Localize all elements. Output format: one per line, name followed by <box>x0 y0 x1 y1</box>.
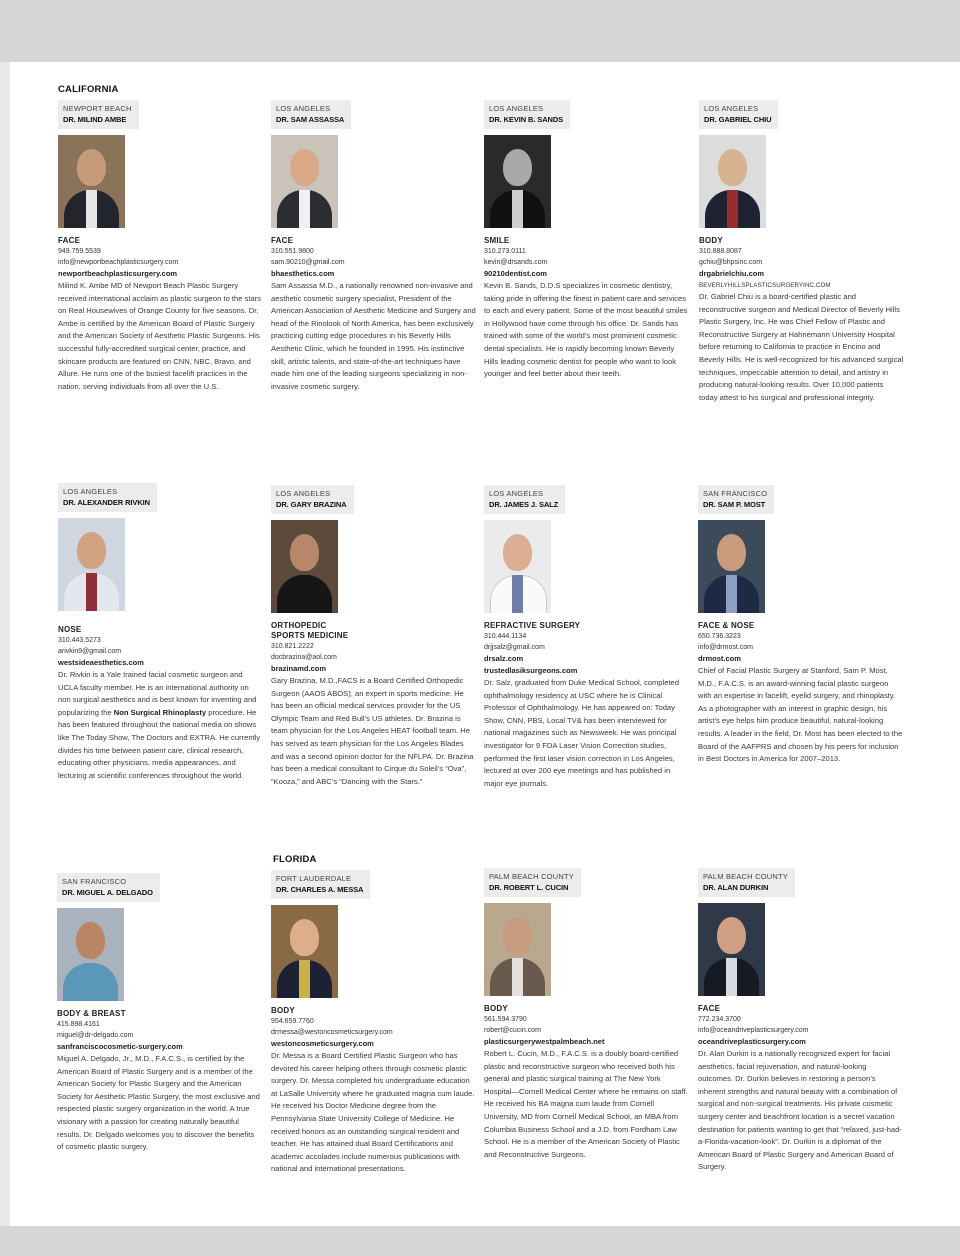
location-tag <box>58 483 157 512</box>
doctor-bio: Dr. Messa is a Board Certified Plastic Surgeon who has devoted his career helping others through cosmetic plastic surgery. Dr. Messa completed his undergraduate education at LaSalle University where he graduated magna cum laude. He received his Doctor Medicine degree from the Pennsylvania State University College of Medicine. He received honors as an outstanding surgical resident and teacher. He has attained dual Board Certifications and academic accolades include numerous publications with national and international presentations. <box>271 1051 475 1174</box>
specialty-label: BODY <box>484 1004 508 1013</box>
city-label: NEWPORT BEACH <box>63 104 132 113</box>
specialty-label: NOSE <box>58 625 82 634</box>
city-label: PALM BEACH COUNTY <box>489 872 574 881</box>
email-link[interactable]: drjjsalz@gmail.com <box>484 644 545 651</box>
email-link[interactable]: docbrazina@aol.com <box>271 654 337 661</box>
location-tag <box>271 100 351 129</box>
phone-number: 415.898.4161 <box>57 1021 100 1028</box>
website-link[interactable]: bhaesthetics.com <box>271 269 335 278</box>
doctor-name: DR. SAM P. MOST <box>703 500 766 509</box>
doctor-bio: Kevin B. Sands, D.D.S specializes in cosmetic dentistry, taking pride in offering the finest in patient care and services to each and every patient. Some of the most beautiful smiles in Hollywood have come through his office. Dr. Sands has trained with some of the world’s most prominent cosmetic dental specialists. He is rapidly becoming known Beverly Hills leading cosmetic dentist for people who want to look younger and feel better about their teeth. <box>484 281 688 379</box>
website-link[interactable]: brazinamd.com <box>271 664 327 673</box>
location-tag <box>58 100 139 129</box>
doctor-bio: Miguel A. Delgado, Jr., M.D., F.A.C.S., is certified by the American Board of Plastic Surgery and is a member of the American Society for Plastic Surgery and the American Society for Aesthetic Plastic Surgery, the most exclusive and respected plastic surgery organization in the world. A true visionary with a passion for creating naturally beautiful results. Dr. Delgado welcomes you to discover the benefits of cosmetic plastic surgery. <box>57 1054 260 1152</box>
phone-number: 310.821.2222 <box>271 643 314 650</box>
doctor-bio: Chief of Facial Plastic Surgery at Stanford, Sam P. Most, M.D., F.A.C.S. is an award-winning facial plastic surgeon with an expertise in facelift, eyelid surgery, and rhinoplasty. As a photographer with an interest in graphic design, his artist’s eye helps him produce beautiful, natural-looking results. A leader in the field, Dr. Most has been elected to the Board of the AAFPRS and chosen by his peers for inclusion in Best Doctors in America for 2007–2013. <box>698 666 903 764</box>
website-link[interactable]: westsideaesthetics.com <box>58 658 144 667</box>
phone-number: 650.736.3223 <box>698 633 741 640</box>
doctor-card-brazina <box>271 485 476 788</box>
email-link[interactable]: info@oceandriveplasticsurgery.com <box>698 1027 809 1034</box>
doctor-name: DR. ALEXANDER RIVKIN <box>63 498 150 507</box>
location-tag <box>698 485 774 514</box>
city-label: LOS ANGELES <box>276 104 331 113</box>
doctor-bio: Dr. Salz, graduated from Duke Medical School, completed ophthalmology residency at USC where he is Clinical Professor of Ophthalmology. He has appeared on: Today Show, CNN, PBS, Local TV& has been interviewed for national magazines such as Newsweek. He was principal investigator for 9 FDA Laser Vision Correction studies, performed the first laser vision correction in Los Angeles, lectured at over 200 eye meetings and has published in major eye journals. <box>484 678 680 788</box>
email-link[interactable]: gchiu@bhpsinc.com <box>699 259 763 266</box>
location-tag <box>484 868 581 897</box>
email-link[interactable]: kevin@drsands.com <box>484 259 548 266</box>
doctor-photo <box>698 903 765 996</box>
phone-number: 310.444.1134 <box>484 633 527 640</box>
bottom-margin-bar <box>0 1226 960 1256</box>
phone-number: 561.594.3790 <box>484 1016 527 1023</box>
specialty-label: FACE <box>58 236 81 245</box>
doctor-bio: Sam Assassa M.D., a nationally renowned non-invasive and aesthetic cosmetic surgery specialist, President of the American Association of Aesthetic Medicine and Surgery and head of the Rinolook of North America, has been exclusively practicing cutting edge procedures in his Beverly Hills Aesthetic Clinic, which he founded in 1995. His instinctive skill, artistic talents, and state-of-the-art techniques have made him one of the leading surgeons specializing in non-invasive cosmetic surgery. <box>271 281 476 391</box>
doctor-card-durkin <box>698 868 903 1174</box>
website-link[interactable]: sanfranciscocosmetic-surgery.com <box>57 1042 183 1051</box>
bio-text: procedure. He has been featured throughout the national media on shows like The Today Show, The Doctors and EXTRA. He currently divides his time between patient care, clinical research, educating other physicians, media appearances, and lecturing at scientific conferences throughout the world. <box>58 707 261 780</box>
doctor-card-rivkin <box>58 483 263 782</box>
state-heading-florida: FLORIDA <box>273 854 317 865</box>
doctor-name: DR. MIGUEL A. DELGADO <box>62 888 153 897</box>
specialty-label: FACE <box>698 1004 721 1013</box>
top-margin-bar <box>0 0 960 62</box>
doctor-card-chiu <box>699 100 904 404</box>
doctor-bio: Dr. Alan Durkin is a nationally recognized expert for facial aesthetics, facial rejuvenation, and natural-looking outcomes. Dr. Durkin believes in restoring a person’s inherent strengths and natural beauty with a combination of surgical and non-surgical treatments. His private cosmetic surgery center and beachfront location is a secret vacation destination for patients wanting to get that “relaxed, just-had-a-Florida-vacation-look”. Dr. Durkin is a diplomat of the American Board of Plastic Surgery and American Board of Surgery. <box>698 1049 902 1172</box>
specialty-label: REFRACTIVE SURGERY <box>484 621 581 630</box>
doctor-photo <box>271 135 338 228</box>
city-label: LOS ANGELES <box>704 104 759 113</box>
email-link[interactable]: robert@cucin.com <box>484 1027 541 1034</box>
city-label: LOS ANGELES <box>63 487 118 496</box>
phone-number: 954.659.7760 <box>271 1018 314 1025</box>
doctor-bio <box>58 669 263 782</box>
doctor-card-assassa <box>271 100 476 393</box>
website-link[interactable]: drgabrielchiu.com <box>699 269 765 278</box>
doctor-photo <box>271 520 338 613</box>
doctor-card-salz <box>484 485 689 790</box>
doctor-name: DR. CHARLES A. MESSA <box>276 885 364 894</box>
bio-highlight: Non Surgical Rhinoplasty <box>113 707 207 717</box>
website-link[interactable]: newportbeachplasticsurgery.com <box>58 269 178 278</box>
website-link-secondary[interactable]: trustedlasiksurgeons.com <box>484 666 578 675</box>
doctor-card-ambe <box>58 100 263 393</box>
doctor-photo <box>484 520 551 613</box>
phone-number: 310.443.5273 <box>58 637 101 644</box>
state-heading-california: CALIFORNIA <box>58 84 119 95</box>
website-link[interactable]: plasticsurgerywestpalmbeach.net <box>484 1037 605 1046</box>
doctor-name: DR. JAMES J. SALZ <box>489 500 559 509</box>
email-link[interactable]: sam.90210@gmail.com <box>271 259 345 266</box>
doctor-bio: Gary Brazina, M.D.,FACS is a Board Certified Orthopedic Surgeon (AAOS ABOS), an expert in sports medicine. He has been an official medical services provider for the US Olympic Team and Red Bull’s US athletes. Dr. Brazina is team physician for the Los Angeles HEAT football team. He has served as team physician for the Los Angeles Blades and was a second opinion doctor for the NFLPA. Dr. Brazina has been a medical consultant to Cirque du Soleil’s “Ova”, “Kooza,” and ABC’s “Dancing with the Stars.” <box>271 676 474 786</box>
doctor-photo <box>699 135 766 228</box>
doctor-photo <box>271 905 338 998</box>
location-tag <box>271 870 370 899</box>
doctor-name: DR. GARY BRAZINA <box>276 500 347 509</box>
doctor-card-sands <box>484 100 689 381</box>
location-tag <box>698 868 795 897</box>
doctor-name: DR. KEVIN B. SANDS <box>489 115 564 124</box>
city-label: FORT LAUDERDALE <box>276 874 352 883</box>
doctor-name: DR. MILIND AMBE <box>63 115 127 124</box>
doctor-photo <box>484 903 551 996</box>
city-label: LOS ANGELES <box>276 489 331 498</box>
doctor-card-messa <box>271 870 476 1176</box>
location-tag <box>271 485 354 514</box>
email-link[interactable]: info@newportbeachplasticsurgery.com <box>58 259 179 266</box>
bio-text: Dr. Rivkin is a Yale trained facial cosmetic surgeon and UCLA faculty member. He is an international authority on non surgical aesthetics and is best known for inventing and popularizing the <box>58 670 257 717</box>
page-gutter <box>0 62 10 1226</box>
email-link[interactable]: arivkin9@gmail.com <box>58 648 122 655</box>
doctor-card-most <box>698 485 903 766</box>
doctor-photo <box>58 518 125 611</box>
doctor-name: DR. ROBERT L. CUCIN <box>489 883 569 892</box>
phone-number: 310.551.9800 <box>271 248 314 255</box>
city-label: SAN FRANCISCO <box>703 489 768 498</box>
doctor-name: DR. GABRIEL CHIU <box>704 115 772 124</box>
city-label: LOS ANGELES <box>489 489 544 498</box>
doctor-name: DR. SAM ASSASSA <box>276 115 345 124</box>
city-label: PALM BEACH COUNTY <box>703 872 788 881</box>
website-link-secondary[interactable]: BEVERLYHILLSPLASTICSURGERYINC.COM <box>699 282 831 289</box>
doctor-photo <box>58 135 125 228</box>
city-label: LOS ANGELES <box>489 104 544 113</box>
doctor-name: DR. ALAN DURKIN <box>703 883 769 892</box>
doctor-photo <box>484 135 551 228</box>
email-link[interactable]: drmessa@westoncosmeticsurgery.com <box>271 1029 393 1036</box>
phone-number: 310.888.8087 <box>699 248 742 255</box>
email-link[interactable]: info@drmost.com <box>698 644 753 651</box>
website-link[interactable]: oceandriveplasticsurgery.com <box>698 1037 806 1046</box>
specialty-label: BODY <box>271 1006 295 1015</box>
doctor-photo <box>57 908 124 1001</box>
location-tag <box>57 873 160 902</box>
location-tag <box>699 100 778 129</box>
doctor-card-delgado <box>57 873 262 1154</box>
phone-number: 310.273.0111 <box>484 248 526 255</box>
specialty-label-line2: SPORTS MEDICINE <box>271 631 349 640</box>
website-link[interactable]: westoncosmeticsurgery.com <box>271 1039 374 1048</box>
specialty-label: ORTHOPEDIC <box>271 621 327 630</box>
doctor-bio: Robert L. Cucin, M.D., F.A.C.S. is a doubly board-certified plastic and reconstructive surgeon who received both his general and plastic surgical training at The New York Hospital—Cornell Medical Center where he remains on staff. He received his BA magna cum laude from Cornell University, MD from Cornell Medical School, an MBA from Columbia Business School and a J.D. from Fordham Law School. He is a member of the American Society of Plastic and Reconstructive Surgeons. <box>484 1049 688 1159</box>
specialty-label: FACE & NOSE <box>698 621 755 630</box>
email-link[interactable]: miguel@dr-delgado.com <box>57 1032 134 1039</box>
website-link[interactable]: drmost.com <box>698 654 741 663</box>
doctor-photo <box>698 520 765 613</box>
specialty-label: BODY <box>699 236 723 245</box>
phone-number: 772.234.3700 <box>698 1016 741 1023</box>
phone-number: 949.759.5539 <box>58 248 101 255</box>
website-link[interactable]: drsalz.com <box>484 654 524 663</box>
location-tag <box>484 100 570 129</box>
doctor-card-cucin <box>484 868 689 1161</box>
specialty-label: SMILE <box>484 236 510 245</box>
city-label: SAN FRANCISCO <box>62 877 127 886</box>
specialty-label: FACE <box>271 236 294 245</box>
location-tag <box>484 485 565 514</box>
doctor-bio: Dr. Gabriel Chiu is a board-certified plastic and reconstructive surgeon and Medical Director of Beverly Hills Plastic Surgery, Inc. He was Chief Fellow of Plastic and Reconstructive Surgery at Hahnemann University Hospital before returning to California to practice in Encino and Beverly Hills. He is well-recognized for his advanced surgical techniques, impeccable attention to detail, and artistry in producing natural-looking results. Over 10,000 patients today attest to his surgical and professional integrity. <box>699 292 904 402</box>
doctor-bio: Milind K. Ambe MD of Newport Beach Plastic Surgery received international acclaim as plastic surgeon to the stars on Real Housewives of Orange County for five seasons. Dr. Ambe is certified by the American Board of Plastic Surgery and the American Society of Aesthetic Plastic Surgeons. His successful fully-accredited surgical center, practice, and skincare products are featured on CNN, NBC, Bravo, and Allure. He runs one of the busiest facelift practices in the nation, serving individuals from all over the U.S. <box>58 281 262 391</box>
website-link[interactable]: 90210dentist.com <box>484 269 547 278</box>
specialty-label: BODY & BREAST <box>57 1009 126 1018</box>
